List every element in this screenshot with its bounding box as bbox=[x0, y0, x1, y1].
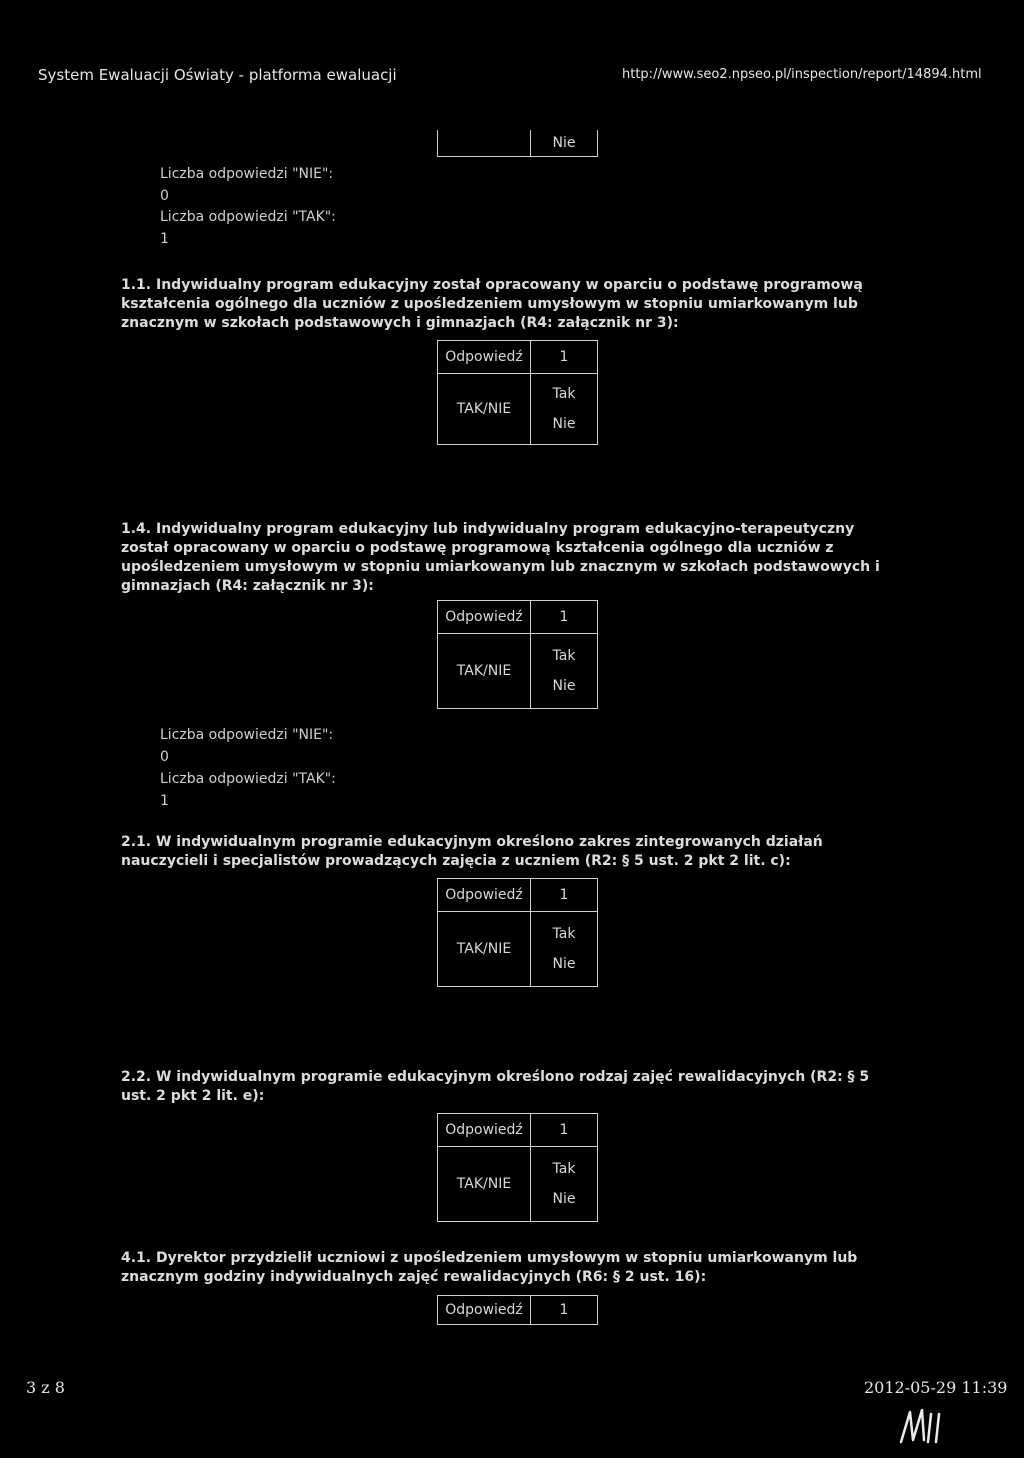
answer-table-fragment bbox=[437, 130, 598, 157]
count-tak-label: Liczba odpowiedzi "TAK": bbox=[160, 209, 336, 225]
print-datetime: 2012-05-29 11:39 bbox=[864, 1378, 1008, 1397]
option-no: Nie bbox=[552, 1191, 576, 1207]
options-cell bbox=[531, 634, 598, 709]
answer-table-1-1 bbox=[437, 340, 598, 445]
count-nie-label: Liczba odpowiedzi "NIE": bbox=[160, 166, 334, 182]
count-tak-label: Liczba odpowiedzi "TAK": bbox=[160, 771, 336, 787]
question-1-4: 1.4. Indywidualny program edukacyjny lub indywidualny program edukacyjno-terapeutyczny został opracowany w oparciu o podstawę programową kształcenia ogólnego dla uczniów z upośledzeniem umysłowym w stopniu umiarkowanym lub znacznym w szkołach podstawowych i gimnazjach (R4: załącznik nr 3): bbox=[121, 521, 880, 594]
option-yes: Tak bbox=[552, 926, 576, 942]
answer-table-1-4 bbox=[437, 600, 598, 709]
col-header-answer: Odpowiedź bbox=[438, 341, 531, 374]
row-label: TAK/NIE bbox=[438, 374, 531, 445]
count-tak-value: 1 bbox=[160, 793, 169, 809]
question-1-1: 1.1. Indywidualny program edukacyjny został opracowany w oparciu o podstawę programową kształcenia ogólnego dla uczniów z upośledzeniem umysłowym w stopniu umiarkowanym lub znacznym w szkołach podstawowych i gimnazjach (R4: załącznik nr 3): bbox=[121, 277, 863, 331]
col-header-number: 1 bbox=[531, 879, 598, 912]
row-label: TAK/NIE bbox=[438, 912, 531, 987]
options-cell bbox=[531, 912, 598, 987]
page-number: 3 z 8 bbox=[26, 1378, 65, 1397]
col-header-number: 1 bbox=[531, 341, 598, 374]
col-header-number: 1 bbox=[531, 1114, 598, 1147]
col-header-number: 1 bbox=[531, 601, 598, 634]
answer-table-2-1 bbox=[437, 878, 598, 987]
option-no: Nie bbox=[552, 956, 576, 972]
option-yes: Tak bbox=[552, 386, 576, 402]
col-header-answer: Odpowiedź bbox=[438, 601, 531, 634]
col-header-number: 1 bbox=[531, 1296, 598, 1325]
option-no: Nie bbox=[552, 678, 576, 694]
answer-table-4-1 bbox=[437, 1295, 598, 1325]
option-yes: Tak bbox=[552, 1161, 576, 1177]
option-yes: Tak bbox=[552, 648, 576, 664]
count-tak-value: 1 bbox=[160, 231, 169, 247]
row-label: TAK/NIE bbox=[438, 1147, 531, 1222]
col-header-answer: Odpowiedź bbox=[438, 1296, 531, 1325]
question-4-1: 4.1. Dyrektor przydzielił uczniowi z upośledzeniem umysłowym w stopniu umiarkowanym lub znacznym godziny indywidualnych zajęć rewalidacyjnych (R6: § 2 ust. 16): bbox=[121, 1250, 858, 1285]
options-cell bbox=[531, 374, 598, 445]
question-2-1: 2.1. W indywidualnym programie edukacyjnym określono zakres zintegrowanych działań nauczycieli i specjalistów prowadzących zajęcia z uczniem (R2: § 5 ust. 2 pkt 2 lit. c): bbox=[121, 834, 823, 869]
table-cell-empty bbox=[438, 130, 531, 157]
row-label: TAK/NIE bbox=[438, 634, 531, 709]
options-cell bbox=[531, 1147, 598, 1222]
option-no: Nie bbox=[531, 130, 598, 157]
count-nie-label: Liczba odpowiedzi "NIE": bbox=[160, 727, 334, 743]
col-header-answer: Odpowiedź bbox=[438, 879, 531, 912]
document-url[interactable]: http://www.seo2.npseo.pl/inspection/report/14894.html bbox=[622, 67, 982, 82]
answer-table-2-2 bbox=[437, 1113, 598, 1222]
question-2-2: 2.2. W indywidualnym programie edukacyjnym określono rodzaj zajęć rewalidacyjnych (R2: § 5 ust. 2 pkt 2 lit. e): bbox=[121, 1069, 870, 1104]
handwritten-signature bbox=[898, 1406, 942, 1450]
count-nie-value: 0 bbox=[160, 188, 169, 204]
count-nie-value: 0 bbox=[160, 749, 169, 765]
option-no: Nie bbox=[552, 416, 576, 432]
col-header-answer: Odpowiedź bbox=[438, 1114, 531, 1147]
document-title: System Ewaluacji Oświaty - platforma ewaluacji bbox=[38, 66, 397, 84]
